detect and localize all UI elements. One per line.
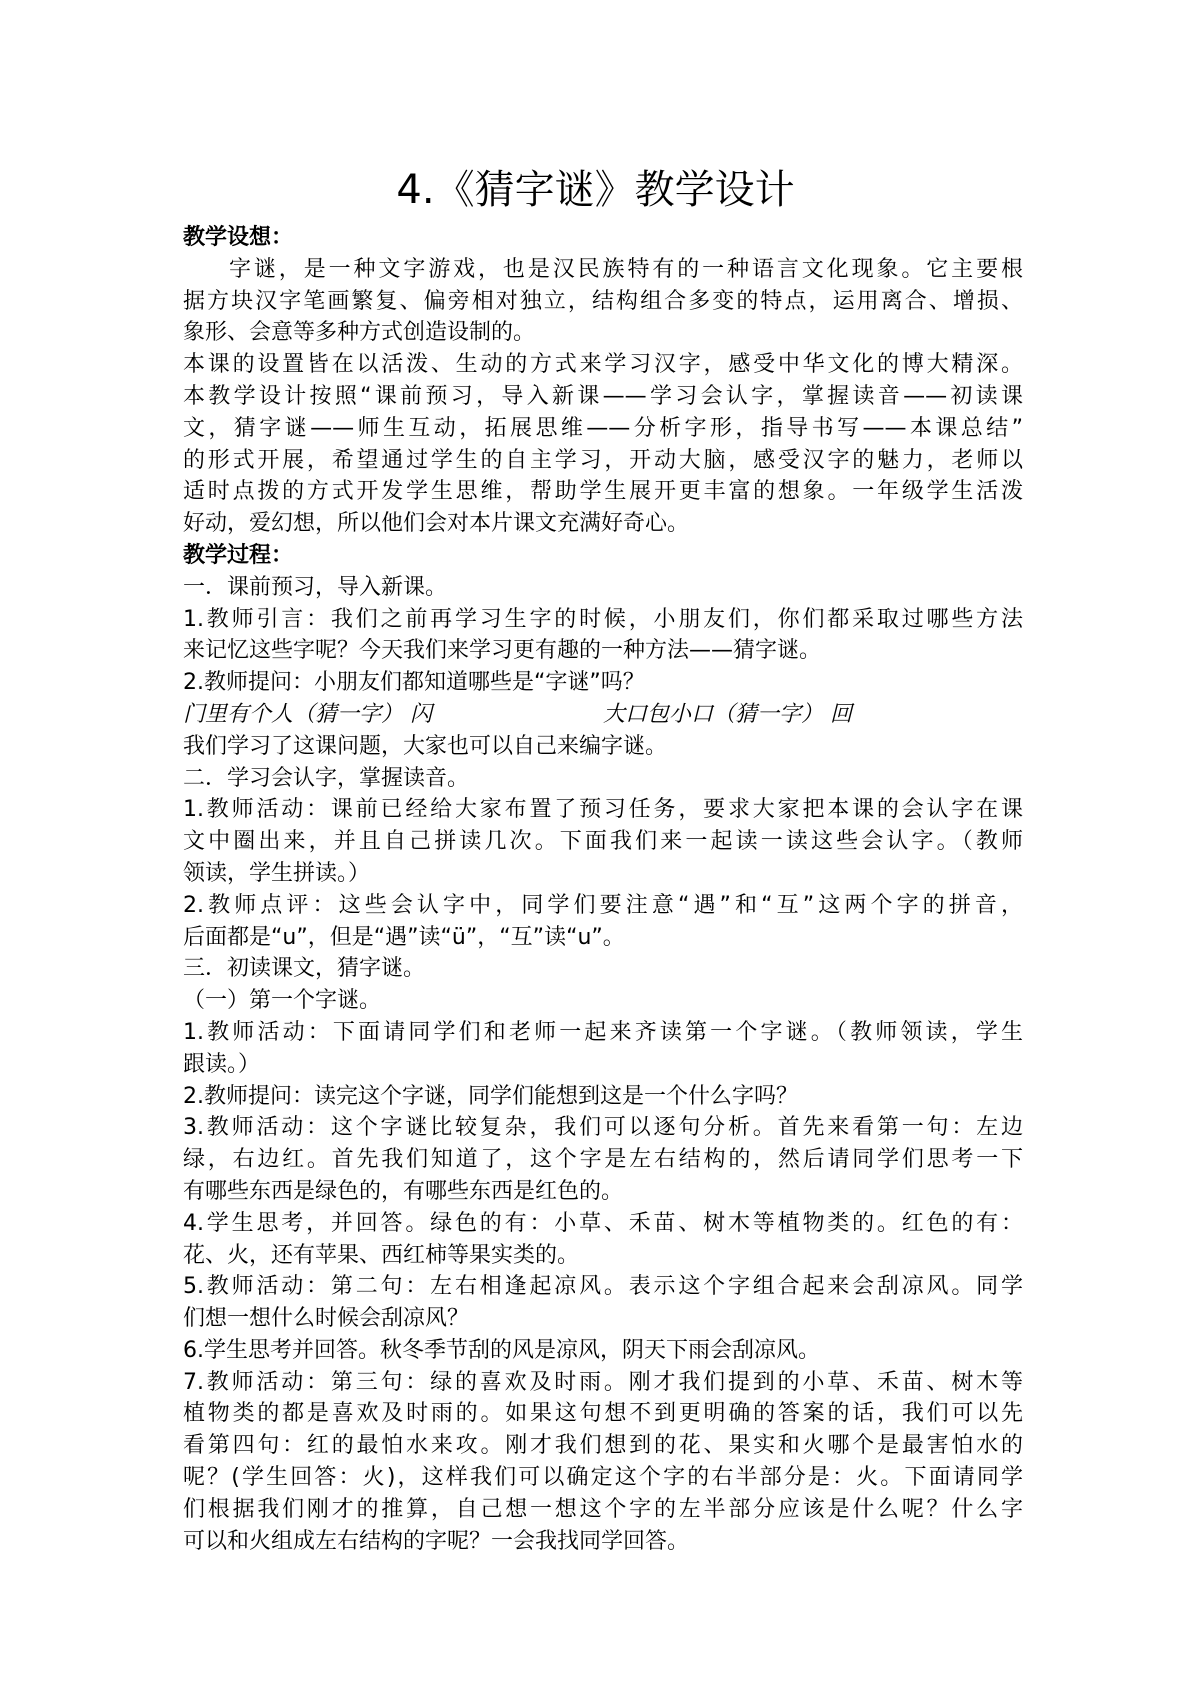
text-line: 好动，爱幻想，所以他们会对本片课文充满好奇心。 bbox=[183, 511, 690, 537]
text-line: 有哪些东西是绿色的，有哪些东西是红色的。 bbox=[183, 1178, 624, 1204]
text-line: 1.教师引言：我们之前再学习生字的时候，小朋友们，你们都采取过哪些方法 bbox=[183, 606, 1023, 632]
text-line: 本课的设置皆在以活泼、生动的方式来学习汉字，感受中华文化的博大精深。 bbox=[183, 352, 1023, 378]
text-line: 植物类的都是喜欢及时雨的。如果这句想不到更明确的答案的话，我们可以先 bbox=[183, 1401, 1023, 1427]
text-line: 2.教师提问：小朋友们都知道哪些是“字谜”吗？ bbox=[183, 670, 645, 696]
text-line: 呢？(学生回答：火)，这样我们可以确定这个字的右半部分是：火。下面请同学 bbox=[183, 1465, 1023, 1491]
text-line: 领读，学生拼读。） bbox=[183, 860, 371, 886]
text-line: 象形、会意等多种方式创造设制的。 bbox=[183, 320, 536, 346]
text-line: 们想一想什么时候会刮凉风？ bbox=[183, 1306, 470, 1332]
text-line: 三．初读课文，猜字谜。 bbox=[183, 956, 426, 982]
text-line: 看第四句：红的最怕水来攻。刚才我们想到的花、果实和火哪个是最害怕水的 bbox=[183, 1433, 1023, 1459]
text-line: 5.教师活动：第二句：左右相逢起凉风。表示这个字组合起来会刮凉风。同学 bbox=[183, 1274, 1023, 1300]
text-line: 文，猜字谜——师生互动，拓展思维——分析字形，指导书写——本课总结” bbox=[183, 415, 1023, 441]
text-line: 一．课前预习，导入新课。 bbox=[183, 574, 448, 600]
text-line: 6.学生思考并回答。秋冬季节刮的风是凉风，阴天下雨会刮凉风。 bbox=[183, 1337, 820, 1363]
document-title: 4.《猜字谜》教学设计 bbox=[396, 167, 795, 213]
text-line: 4.学生思考，并回答。绿色的有：小草、禾苗、树木等植物类的。红色的有： bbox=[183, 1210, 1023, 1236]
text-line: 1.教师活动：课前已经给大家布置了预习任务，要求大家把本课的会认字在课 bbox=[183, 797, 1023, 823]
text-line: 后面都是“u”，但是“遇”读“ü”，“互”读“u”。 bbox=[183, 924, 625, 950]
text-line: 来记忆这些字呢？今天我们来学习更有趣的一种方法——猜字谜。 bbox=[183, 638, 822, 664]
text-line: 2.教师提问：读完这个字谜，同学们能想到这是一个什么字吗？ bbox=[183, 1083, 798, 1109]
text-line: 7.教师活动：第三句：绿的喜欢及时雨。刚才我们提到的小草、禾苗、树木等 bbox=[183, 1369, 1023, 1395]
riddle-item: 大口包小口（猜一字） 回 bbox=[603, 701, 852, 727]
text-line: 们根据我们刚才的推算，自己想一想这个字的左半部分应该是什么呢？什么字 bbox=[183, 1496, 1023, 1522]
text-line: 绿，右边红。首先我们知道了，这个字是左右结构的，然后请同学们思考一下 bbox=[183, 1147, 1023, 1173]
text-line: 的形式开展，希望通过学生的自主学习，开动大脑，感受汉字的魅力，老师以 bbox=[183, 447, 1023, 473]
text-line: 我们学习了这课问题，大家也可以自己来编字谜。 bbox=[183, 733, 668, 759]
text-line: 适时点拨的方式开发学生思维，帮助学生展开更丰富的想象。一年级学生活泼 bbox=[183, 479, 1023, 505]
section-heading: 教学过程： bbox=[183, 542, 294, 568]
text-line: 字谜，是一种文字游戏，也是汉民族特有的一种语言文化现象。它主要根 bbox=[229, 256, 1023, 282]
text-line: （一）第一个字谜。 bbox=[183, 988, 382, 1014]
text-line: 文中圈出来，并且自己拼读几次。下面我们来一起读一读这些会认字。（教师 bbox=[183, 829, 1023, 855]
text-line: 2.教师点评：这些会认字中，同学们要注意“遇”和“互”这两个字的拼音， bbox=[183, 892, 1023, 918]
text-line: 1.教师活动：下面请同学们和老师一起来齐读第一个字谜。（教师领读，学生 bbox=[183, 1019, 1023, 1045]
text-line: 跟读。） bbox=[183, 1051, 261, 1077]
document-body bbox=[183, 222, 1023, 1557]
text-line: 3.教师活动：这个字谜比较复杂，我们可以逐句分析。首先来看第一句：左边 bbox=[183, 1115, 1023, 1141]
text-line: 本教学设计按照“课前预习，导入新课——学习会认字，掌握读音——初读课 bbox=[183, 383, 1023, 409]
section-heading: 教学设想： bbox=[183, 225, 294, 250]
riddle-line bbox=[183, 699, 1023, 731]
text-line: 花、火，还有苹果、西红柿等果实类的。 bbox=[183, 1242, 580, 1268]
text-line: 可以和火组成左右结构的字呢？一会我找同学回答。 bbox=[183, 1528, 690, 1554]
text-line: 据方块汉字笔画繁复、偏旁相对独立，结构组合多变的特点，运用离合、增损、 bbox=[183, 288, 1023, 314]
text-line: 二．学习会认字，掌握读音。 bbox=[183, 765, 470, 791]
riddle-item: 门里有个人（猜一字） 闪 bbox=[183, 701, 432, 727]
